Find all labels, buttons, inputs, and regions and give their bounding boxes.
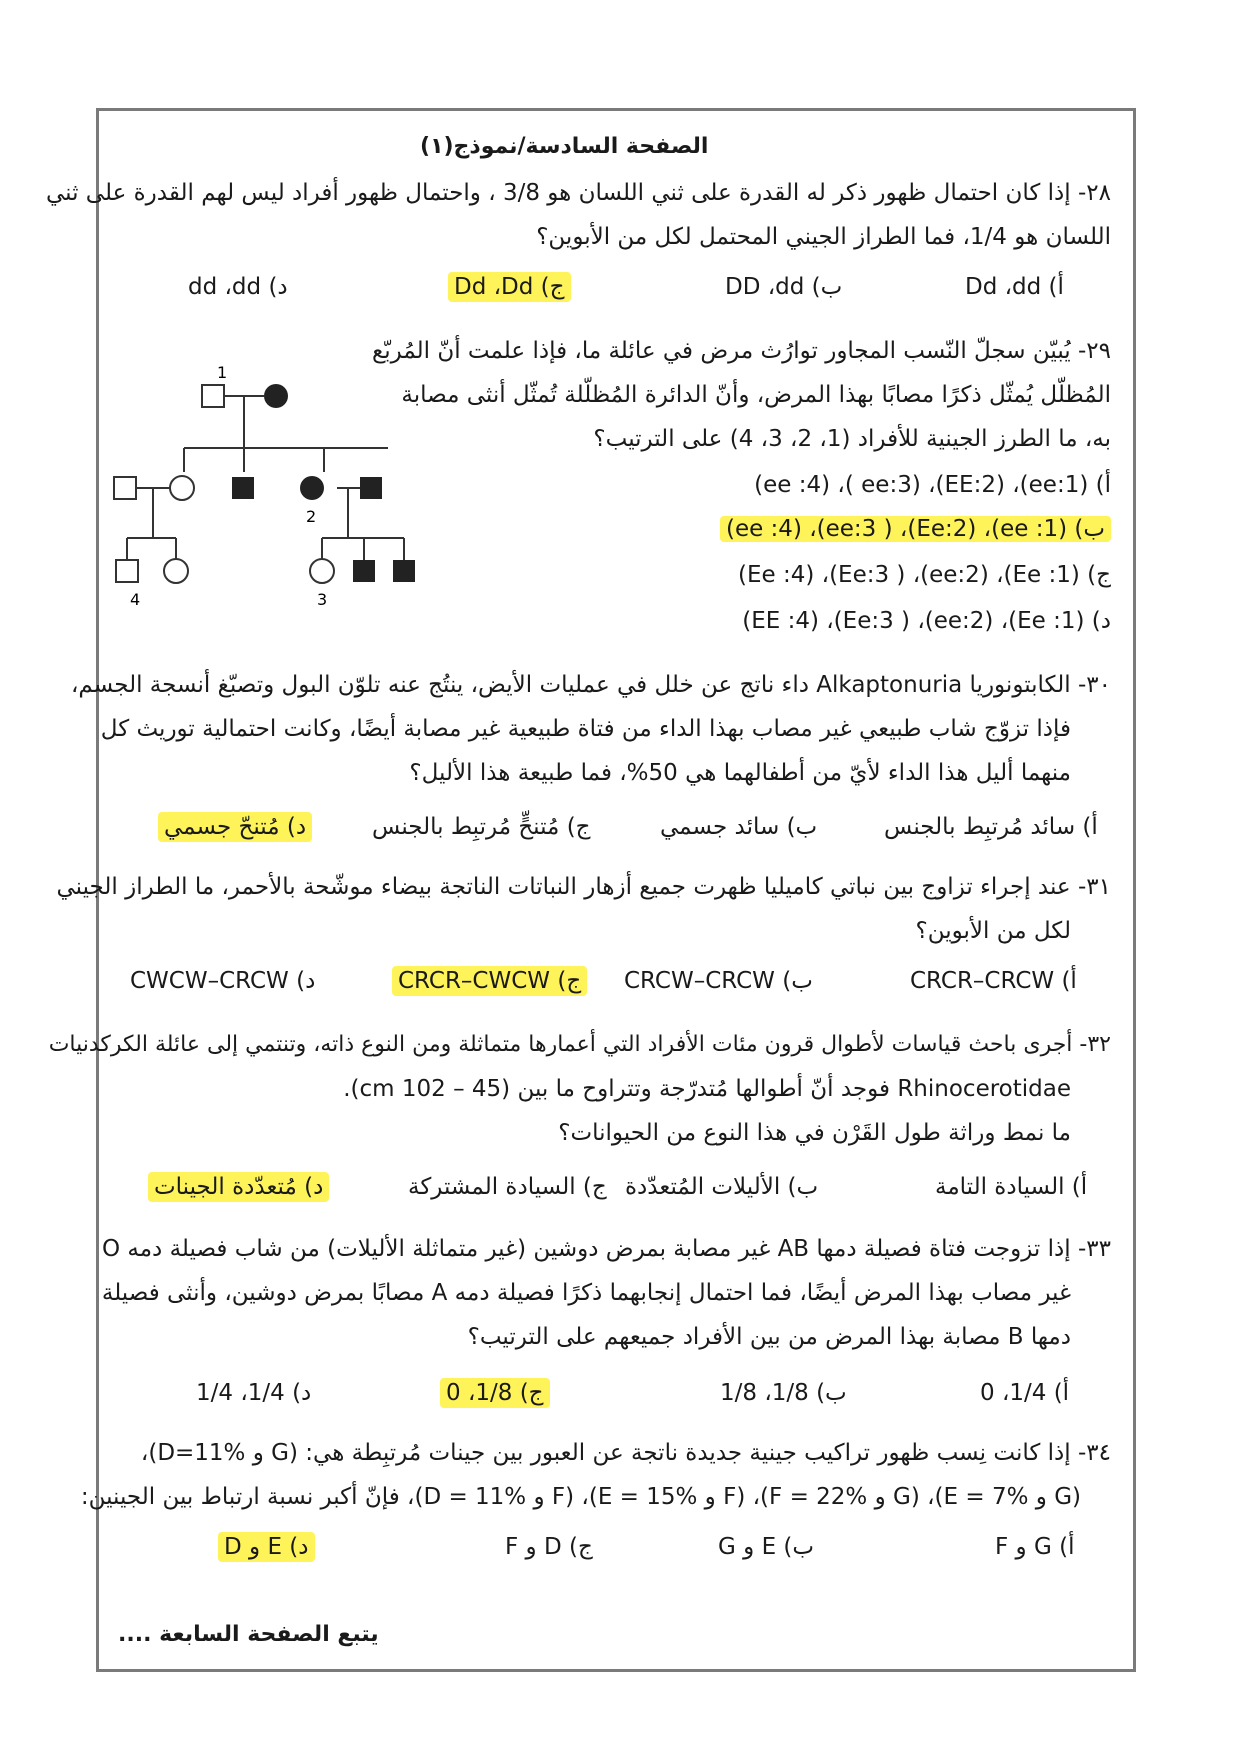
q31-option-c: ج) CRCR–CWCW	[392, 966, 587, 996]
q29-line3: به، ما الطرز الجينية للأفراد (1، 2، 3، 4) على الترتيب؟	[593, 426, 1111, 452]
q32-option-a: أ) السيادة التامة	[935, 1174, 1088, 1200]
pedigree-label-2: 2	[306, 507, 317, 526]
q29-option-a: أ) (ee:1)، (EE:2)، (ee:3 )، (ee :4)	[754, 472, 1111, 498]
pedigree-affected-male	[232, 477, 254, 499]
q31-option-b: ب) CRCW–CRCW	[624, 968, 813, 994]
pedigree-label-1: 1	[217, 363, 228, 382]
q31-option-d: د) CWCW–CRCW	[130, 968, 316, 994]
q29-line2: المُظلّل يُمثّل ذكرًا مصابًا بهذا المرض، وأنّ الدائرة المُظلّلة تُمثّل أنثى مصابة	[401, 382, 1111, 408]
pedigree-affected-male	[353, 560, 375, 582]
pedigree-affected-female	[264, 384, 288, 408]
pedigree-male-1	[202, 385, 224, 407]
q32-line1: ٣٢- أجرى باحث قياسات لأطوال قرون مئات الأفراد التي أعمارها متماثلة ومن النوع ذاته، وتنتمي إلى عائلة الكركدنيات	[48, 1032, 1111, 1057]
q30-option-a: أ) سائد مُرتبِط بالجنس	[884, 814, 1098, 840]
q31-line2: لكل من الأبوين؟	[915, 918, 1071, 944]
footer-next-page: يتبع الصفحة السابعة ....	[118, 1622, 379, 1647]
q28-line2: اللسان هو 1/4، فما الطراز الجيني المحتمل لكل من الأبوين؟	[536, 224, 1111, 250]
q30-option-c: ج) مُتنحٍّ مُرتبِط بالجنس	[372, 814, 591, 840]
q33-line2: غير مصاب بهذا المرض أيضًا، فما احتمال إنجابهما ذكرًا فصيلة دمه A مصابًا بمرض دوشين، وأنثى فصيلة	[101, 1280, 1071, 1306]
q29-option-d: د) (Ee :1)، (ee:2)، ( Ee:3)، (EE :4)	[742, 608, 1111, 634]
q28-option-c: ج) Dd ،Dd	[448, 272, 571, 302]
q34-option-c: ج) D و F	[505, 1534, 593, 1560]
q32-option-d: د) مُتعدّدة الجينات	[148, 1172, 329, 1202]
q28-option-d: د) dd ،dd	[188, 274, 288, 300]
q29-line1: ٢٩- يُبيّن سجلّ النّسب المجاور توارُث مرض في عائلة ما، فإذا علمت أنّ المُربّع	[372, 338, 1111, 364]
q30-line1: ٣٠- الكابتونوريا Alkaptonuria داء ناتج عن خلل في عمليات الأيض، ينتُج عنه تلوّن البول وتصبّغ أنسجة الجسم،	[70, 672, 1111, 698]
q34-line1: ٣٤- إذا كانت نِسب ظهور تراكيب جينية جديدة ناتجة عن العبور بين جينات مُرتبِطة هي: (G و D=11%)،	[140, 1440, 1111, 1466]
q33-option-c: ج) 1/8، 0	[440, 1378, 550, 1408]
q34-option-a: أ) G و F	[995, 1534, 1075, 1560]
q29-option-c: ج) (Ee :1)، (ee:2)، ( Ee:3)، (Ee :4)	[737, 562, 1111, 588]
q34-option-d: د) E و D	[218, 1532, 315, 1562]
q34-option-b: ب) E و G	[718, 1534, 815, 1560]
pedigree-affected-male	[393, 560, 415, 582]
q33-option-b: ب) 1/8، 1/8	[720, 1380, 847, 1406]
q33-option-a: أ) 1/4، 0	[980, 1380, 1070, 1406]
q34-line2: (G و E = 7%)، (G و F = 22%)، (F و E = 15%)، (F و D = 11%)، فإنّ أكبر نسبة ارتباط بين الجينين:	[80, 1484, 1081, 1510]
pedigree-female-2	[300, 476, 324, 500]
q32-option-b: ب) الأليلات المُتعدّدة	[625, 1174, 819, 1200]
q30-option-d: د) مُتنحّ جسمي	[158, 812, 312, 842]
q28-line1: ٢٨- إذا كان احتمال ظهور ذكر له القدرة على ثني اللسان هو 3/8 ، واحتمال ظهور أفراد ليس لهم القدرة على ثني	[45, 180, 1111, 206]
pedigree-unaffected-female	[170, 476, 194, 500]
page-header: الصفحة السادسة/نموذج(١)	[420, 134, 709, 159]
q30-line3: منهما أليل هذا الداء لأيّ من أطفالهما هي 50%، فما طبيعة هذا الأليل؟	[409, 760, 1071, 786]
q33-line3: دمها B مصابة بهذا المرض من بين الأفراد جميعهم على الترتيب؟	[467, 1324, 1071, 1350]
q33-option-d: د) 1/4، 1/4	[196, 1380, 312, 1406]
pedigree-male-4	[116, 560, 138, 582]
pedigree-female-3	[310, 559, 334, 583]
pedigree-affected-male	[360, 477, 382, 499]
pedigree-label-4: 4	[130, 590, 141, 609]
q28-option-a: أ) Dd ،dd	[965, 274, 1064, 300]
pedigree-chart	[112, 360, 442, 620]
q30-line2: فإذا تزوّج شاب طبيعي غير مصاب بهذا الداء من فتاة طبيعية غير مصابة أيضًا، وكانت احتمالية توريث كل	[100, 716, 1071, 742]
pedigree-unaffected-male	[114, 477, 136, 499]
q30-option-b: ب) سائد جسمي	[660, 814, 818, 840]
pedigree-label-3: 3	[317, 590, 328, 609]
q29-option-b: ب) (ee :1)، (Ee:2)، ( ee:3)، (ee :4)	[720, 516, 1111, 542]
q31-option-a: أ) CRCR–CRCW	[910, 968, 1077, 994]
q32-option-c: ج) السيادة المشتركة	[408, 1174, 607, 1200]
q31-line1: ٣١- عند إجراء تزاوج بين نباتي كاميليا ظهرت جميع أزهار النباتات الناتجة بيضاء موشّحة بالأحمر، ما الطراز الجيني	[56, 874, 1111, 900]
q28-option-b: ب) DD ،dd	[725, 274, 843, 300]
q33-line1: ٣٣- إذا تزوجت فتاة فصيلة دمها AB غير مصابة بمرض دوشين (غير متماثلة الأليلات) من شاب فصيلة دمه O	[101, 1236, 1111, 1262]
q32-line2: Rhinocerotidae فوجد أنّ أطوالها مُتدرّجة وتتراوح ما بين (45 – 102 cm).	[343, 1076, 1071, 1102]
pedigree-unaffected-female	[164, 559, 188, 583]
q32-line3: ما نمط وراثة طول القَرْن في هذا النوع من الحيوانات؟	[558, 1120, 1071, 1146]
